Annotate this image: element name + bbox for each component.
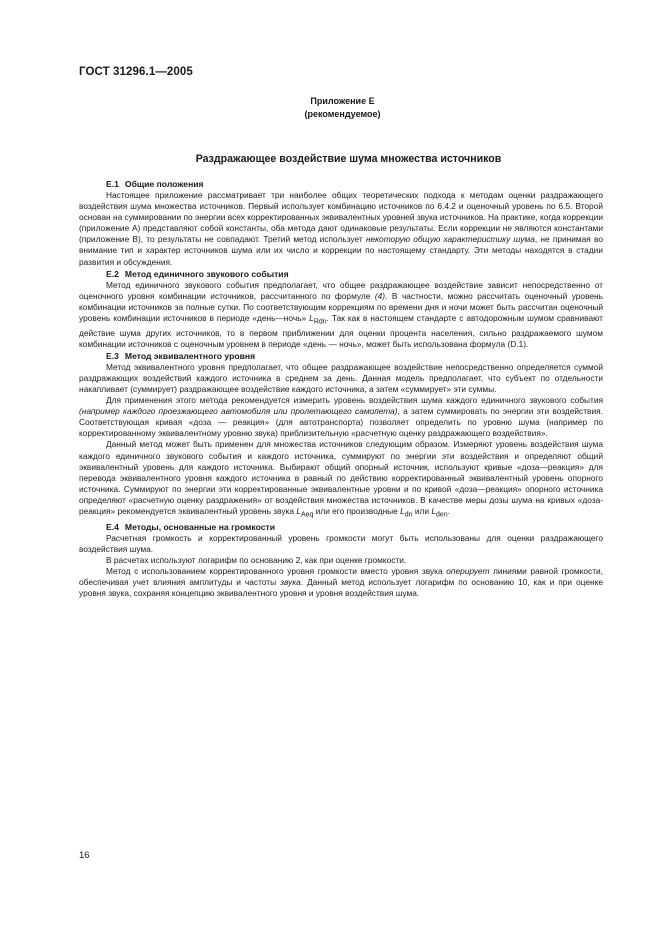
appendix-title: Раздражающее воздействие шума множества источников xyxy=(195,153,502,165)
symbol: L xyxy=(431,505,436,516)
text-run: или xyxy=(412,505,432,516)
text-run: . Данный метод использует логарифм по основанию 10, как и при оценке уровня звука, сохраняя концепцию эквивалентного уровня и уровня воздействия шума. xyxy=(79,577,604,599)
appendix-label: Приложение Е xyxy=(310,96,375,106)
symbol: L xyxy=(400,505,405,516)
paragraph xyxy=(79,566,603,599)
section-heading xyxy=(79,351,603,362)
text-run: . xyxy=(447,505,450,516)
section-title: Метод эквивалентного уровня xyxy=(124,350,256,361)
text-run: , не принимая во внимание тип и характер источников шума или их число и коррекции по настоящему стандарту. Эти методы находятся в стадии развития и обсуждения. xyxy=(79,234,603,267)
symbol-subscript: dn xyxy=(404,511,413,519)
symbol-subscript: den xyxy=(435,511,448,519)
symbol: L xyxy=(296,505,301,516)
text-run: , а затем суммировать по энергии эти воздействия. Соответствующая кривая «доза — реакция» (для автотранспорта) позволяет определить по уровню шума (например по корректированному эквивалентному уровню звука) приблизительную «расчетную оценку раздражающего воздействия». xyxy=(79,406,603,439)
emphasis: некоторую общую характеристику шума xyxy=(365,234,535,245)
text-run: Настоящее приложение рассматривает три наиболее общих теоретических подхода к методам оценки раздражающего воздействия шума множества источников. Первый использует комбинацию источников по 6.4.2 и оценочный уровень по 6.5. Второй основан на суммировании по энергии всех корректированных эквивалентных уровней звука источников. На практике, когда коррекции (приложение А) представляют собой константы, оба метода дают одинаковые результаты. Если коррекции не являются константами (приложение В), то результаты не совпадают. Третий метод использует xyxy=(79,190,603,245)
text-run: . Так как в настоящем стандарте с автодорожным шумом сравнивают действие шума других источников, то в первом приближении для оценки процента населения, сильно раздражаемого шумом комбинации источников с оценочным уровнем в периоде «день — ночь», может быть использована формула (D.1). xyxy=(79,312,603,349)
paragraph: Расчетная громкость и корректированный уровень громкости могут быть использованы для оценки раздражающего воздействия шума. xyxy=(79,532,603,554)
page-number: 16 xyxy=(79,850,90,861)
section-title: Метод единичного звукового события xyxy=(124,268,289,279)
standard-code: ГОСТ 31296.1—2005 xyxy=(79,66,193,78)
emphasis: оперирует xyxy=(446,565,490,576)
paragraph: Метод эквивалентного уровня предполагает, что общее раздражающее воздействие непосредственно определяется суммой раздражающих воздействий каждого источника в среднем за день. Данная модель предполагает, что субъект по отдельности накапливает (суммирует) раздражающее воздействие каждого источника, а затем «суммирует» эти суммы. xyxy=(79,361,603,395)
symbol: L xyxy=(309,312,314,323)
section-number: Е.1 xyxy=(106,179,119,189)
section-number: Е.4 xyxy=(106,521,119,532)
appendix-header xyxy=(0,95,661,120)
emphasis: (например каждого проезжающего автомобиля или пролетающего самолета) xyxy=(79,406,398,417)
text-run: Для применения этого метода рекомендуется измерить уровень воздействия шума каждого единичного звукового события xyxy=(106,395,603,406)
section-title: Методы, основанные на громкости xyxy=(124,521,275,532)
section-heading xyxy=(79,179,603,190)
paragraph xyxy=(79,395,603,439)
formula-ref: (4) xyxy=(374,290,386,301)
text-run: Метод с использованием корректированного уровня громкости вместо уровня звука xyxy=(106,565,447,576)
section-title: Общие положения xyxy=(124,179,204,189)
symbol-subscript: Rdn xyxy=(313,318,327,326)
section-heading xyxy=(79,522,603,533)
text-run: линиями равной громкости, обеспечивая учет влияния амплитуды и частоты xyxy=(79,565,603,588)
text-run: Данный метод может быть применен для множества источников следующим образом. Измеряют уровень воздействия шума каждого единичного звукового события и каждого источника, суммируют по энергии эти воздействия и определяют общий эквивалентный уровень для каждого источника. Выбирают общий опорный источник, используют кривые «доза—реакция» для перевода эквивалентного уровня каждого источника в равный по действию корректированный эквивалентный уровень опорного источника. Суммируют по энергии эти корректированные эквивалентные уровни и по кривой «доза—реакция» опорного источника определяют «расчетную оценку раздражения» от воздействия множества источников. В качестве меры дозы шума на кривых «доза-реакция» рекомендуется эквивалентный уровень звука xyxy=(79,439,603,516)
text-run: . В частности, можно рассчитать оценочный уровень комбинации источников за полные сутки. По соответствующим коррекциям по времени дня и ночи может быть рассчитан оценочный уровень комбинации источников в периоде «день—ночь» xyxy=(79,290,604,323)
paragraph: В расчетах используют логарифм по основанию 2, как при оценке громкости. xyxy=(106,554,407,565)
emphasis: звука xyxy=(280,577,301,588)
text-run: или его производные xyxy=(313,505,401,516)
paragraph xyxy=(79,280,603,350)
symbol-subscript: Aeq xyxy=(300,511,314,519)
section-number: Е.2 xyxy=(106,268,119,279)
document-body xyxy=(79,179,603,599)
text-run: Метод единичного звукового события предполагает, что общее раздражающее воздействие зависит непосредственно от оценочного уровня комбинации источников, рассчитанного по формуле xyxy=(79,279,603,301)
section-number: Е.3 xyxy=(106,350,119,361)
section-heading xyxy=(79,269,603,280)
appendix-status: (рекомендуемое) xyxy=(304,108,381,119)
paragraph xyxy=(79,190,603,268)
paragraph xyxy=(79,439,603,520)
